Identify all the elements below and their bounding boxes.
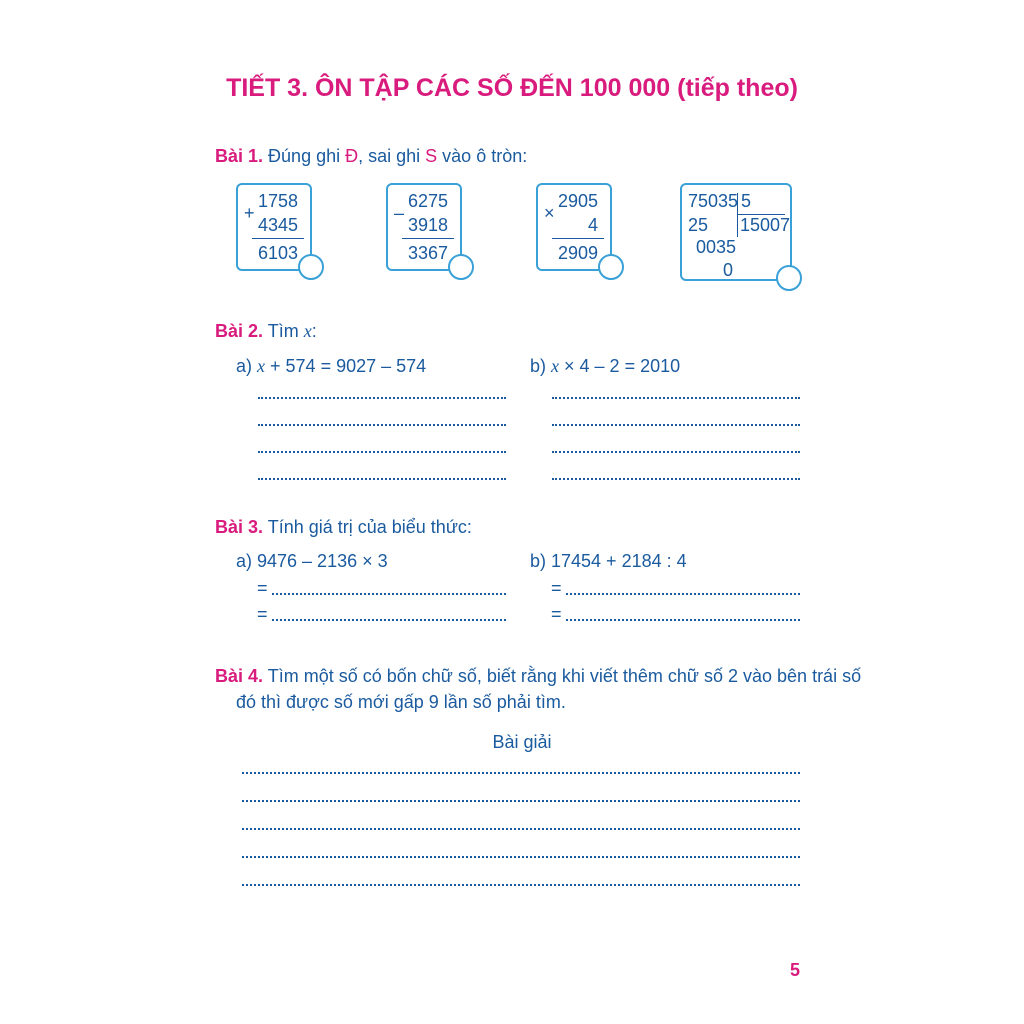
exercise-1-text-a: Đúng ghi: [268, 146, 346, 166]
exercise-2a-rest: + 574 = 9027 – 574: [265, 356, 427, 376]
division-remainder-3: 0: [723, 260, 734, 280]
exercise-2b-rest: × 4 – 2 = 2010: [559, 356, 681, 376]
exercise-3b-expression: b) 17454 + 2184 : 4: [530, 551, 687, 571]
division-vertical-line: [737, 193, 738, 237]
exercise-3a-answer-line[interactable]: [272, 619, 506, 621]
addition-operand-b: 4345: [257, 215, 298, 235]
multiplication-result: 2909: [557, 243, 598, 263]
multiplication-operand-b: 4: [587, 215, 598, 235]
exercise-3-heading: [215, 517, 472, 538]
page-title: TIẾT 3. ÔN TẬP CÁC SỐ ĐẾN 100 000 (tiếp theo): [226, 74, 798, 102]
exercise-1-heading: [215, 146, 527, 167]
division-quotient: 15007: [740, 215, 791, 235]
multiplication-line: [552, 238, 604, 239]
solution-answer-line[interactable]: [242, 856, 800, 858]
subtraction-result: 3367: [407, 243, 448, 263]
equals-sign: =: [257, 578, 268, 598]
addition-answer-circle[interactable]: [298, 254, 324, 280]
subtraction-answer-circle[interactable]: [448, 254, 474, 280]
equals-sign: =: [257, 604, 268, 624]
exercise-2b-answer-line[interactable]: [552, 397, 800, 399]
exercise-3b-answer-line[interactable]: [566, 593, 800, 595]
exercise-1-label: Bài 1.: [215, 146, 264, 166]
multiplication-operator: ×: [544, 203, 555, 223]
multiplication-answer-circle[interactable]: [598, 254, 624, 280]
exercise-2a-answer-line[interactable]: [258, 424, 506, 426]
division-dividend: 75035: [688, 191, 739, 211]
exercise-4-line-2: đó thì được số mới gấp 9 lần số phải tìm.: [236, 692, 566, 712]
division-remainder-1: 25: [688, 215, 709, 235]
subtraction-operand-a: 6275: [407, 191, 448, 211]
exercise-2a-variable: x: [257, 356, 266, 376]
solution-answer-line[interactable]: [242, 828, 800, 830]
exercise-2-variable: x: [303, 321, 312, 341]
division-card: [680, 183, 792, 281]
division-answer-circle[interactable]: [776, 265, 802, 291]
exercise-3b-answer-line[interactable]: [566, 619, 800, 621]
exercise-1-text-c: vào ô tròn:: [437, 146, 528, 166]
addition-line: [252, 238, 304, 239]
exercise-1-d: Đ: [345, 146, 359, 166]
exercise-1-s: S: [425, 146, 438, 166]
exercise-4-line-1: Tìm một số có bốn chữ số, biết rằng khi viết thêm chữ số 2 vào bên trái số: [263, 666, 862, 686]
subtraction-operand-b: 3918: [407, 215, 448, 235]
division-divisor: 5: [741, 191, 752, 211]
exercise-2-heading: [215, 321, 317, 342]
exercise-2-text: Tìm: [267, 321, 304, 341]
subtraction-line: [402, 238, 454, 239]
subtraction-operator: –: [394, 203, 405, 223]
multiplication-operand-a: 2905: [557, 191, 598, 211]
page-number: 5: [789, 960, 800, 980]
exercise-2b-answer-line[interactable]: [552, 451, 800, 453]
exercise-2b-equation: [530, 356, 680, 377]
addition-result: 6103: [257, 243, 298, 263]
exercise-2a-prefix: a): [236, 356, 258, 376]
exercise-2a-equation: [236, 356, 426, 377]
exercise-2b-answer-line[interactable]: [552, 424, 800, 426]
exercise-2b-prefix: b): [530, 356, 552, 376]
exercise-4-heading: [215, 666, 861, 687]
equals-sign: =: [551, 604, 562, 624]
exercise-2b-answer-line[interactable]: [552, 478, 800, 480]
addition-operand-a: 1758: [257, 191, 298, 211]
exercise-1-text-b: , sai ghi: [358, 146, 426, 166]
exercise-2a-answer-line[interactable]: [258, 397, 506, 399]
exercise-2-colon: :: [311, 321, 317, 341]
exercise-2-label: Bài 2.: [215, 321, 264, 341]
solution-answer-line[interactable]: [242, 772, 800, 774]
solution-label: Bài giải: [492, 732, 552, 752]
exercise-3a-expression: a) 9476 – 2136 × 3: [236, 551, 388, 571]
exercise-3-text: Tính giá trị của biểu thức:: [267, 517, 472, 537]
division-remainder-2: 0035: [696, 237, 737, 257]
addition-operator: +: [244, 203, 255, 223]
solution-answer-line[interactable]: [242, 800, 800, 802]
exercise-2b-variable: x: [551, 356, 560, 376]
equals-sign: =: [551, 578, 562, 598]
exercise-3a-answer-line[interactable]: [272, 593, 506, 595]
solution-answer-line[interactable]: [242, 884, 800, 886]
exercise-2a-answer-line[interactable]: [258, 451, 506, 453]
exercise-2a-answer-line[interactable]: [258, 478, 506, 480]
exercise-4-label: Bài 4.: [215, 666, 264, 686]
exercise-3-label: Bài 3.: [215, 517, 264, 537]
